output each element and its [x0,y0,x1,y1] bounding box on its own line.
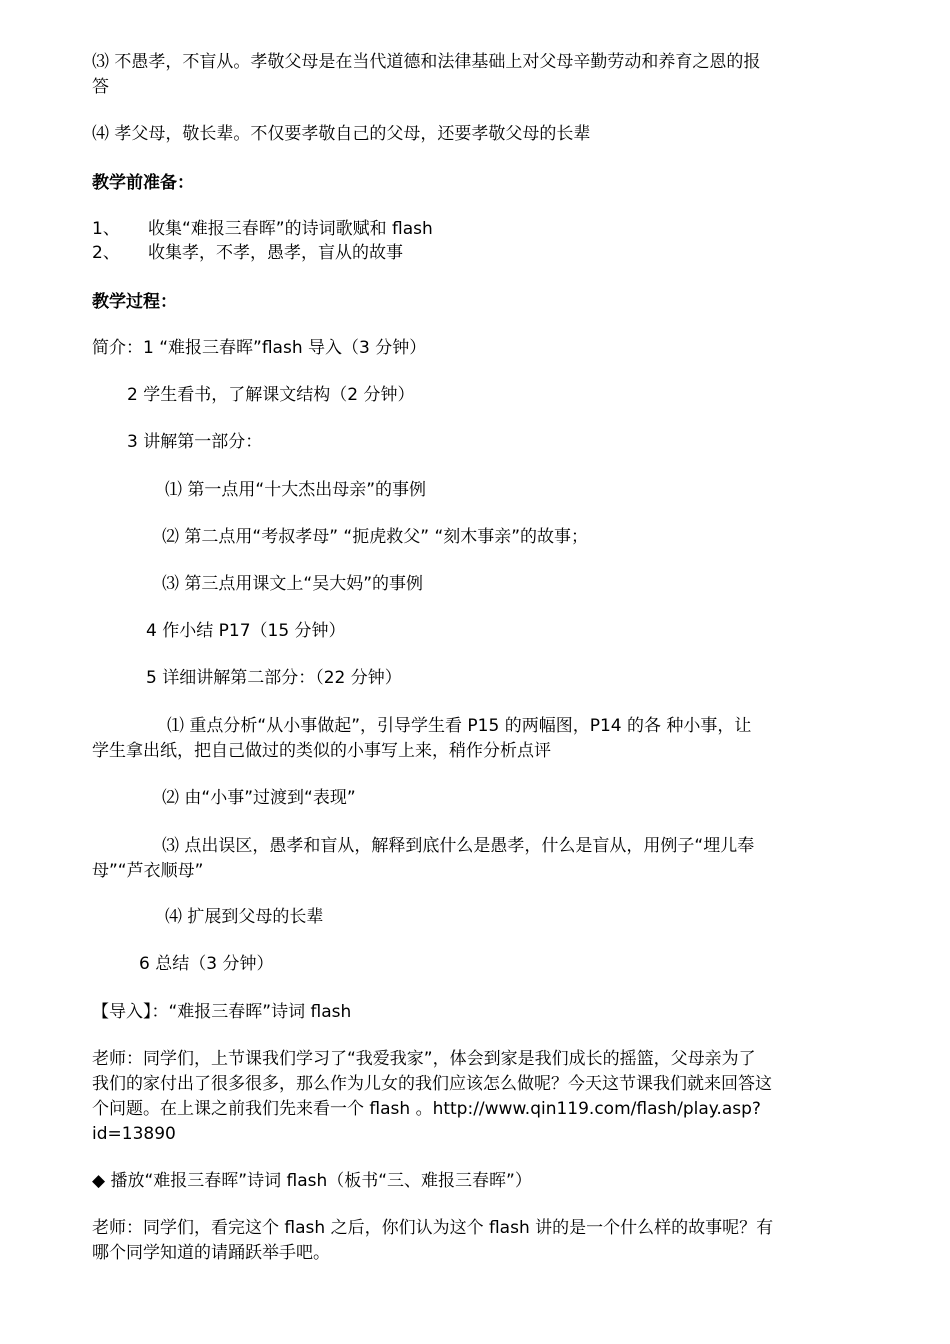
prep-item-1-number: 1、 [92,219,120,239]
play-flash-bullet: ◆ 播放“难报三春晖”诗词 flash（板书“三、难报三春晖”） [92,1171,532,1191]
teacher-paragraph-2-line2: 哪个同学知道的请踊跃举手吧。 [92,1243,330,1263]
step-5-point-4: ⑷ 扩展到父母的长辈 [165,907,324,927]
objective-3-line1: ⑶ 不愚孝，不盲从。孝敬父母是在当代道德和法律基础上对父母辛勤劳动和养育之恩的报 [92,52,761,72]
teacher-paragraph-1-line1: 老师：同学们，上节课我们学习了“我爱我家”，体会到家是我们成长的摇篮，父母亲为了 [92,1049,756,1069]
teacher-paragraph-1-line3: 个问题。在上课之前我们先来看一个 flash 。http://www.qin119.com/flash/play.asp? [92,1099,761,1119]
step-3-point-2: ⑵ 第二点用“考叔孝母” “扼虎救父” “刻木事亲”的故事； [162,527,589,547]
objective-3-line2: 答 [92,77,109,97]
prep-item-1-text: 收集“难报三春晖”的诗词歌赋和 flash [148,219,433,239]
process-step-4: 4 作小结 P17（15 分钟） [146,621,346,641]
process-step-5: 5 详细讲解第二部分：（22 分钟） [146,668,402,688]
step-5-point-3-line2: 母”“芦衣顺母” [92,861,204,881]
step-3-point-3: ⑶ 第三点用课文上“吴大妈”的事例 [162,574,424,594]
step-5-point-1-line1: ⑴ 重点分析“从小事做起”，引导学生看 P15 的两幅图，P14 的各 种小事，让 [167,716,752,736]
process-intro-1: 简介：1 “难报三春晖”flash 导入（3 分钟） [92,338,427,358]
step-5-point-1-line2: 学生拿出纸，把自己做过的类似的小事写上来，稍作分析点评 [92,741,551,761]
process-step-3: 3 讲解第一部分： [127,432,263,452]
objective-4: ⑷ 孝父母，敬长辈。不仅要孝敬自己的父母，还要孝敬父母的长辈 [92,124,591,144]
step-5-point-3-line1: ⑶ 点出误区，愚孝和盲从，解释到底什么是愚孝，什么是盲从，用例子“埋儿奉 [162,836,755,856]
teacher-paragraph-2-line1: 老师：同学们，看完这个 flash 之后，你们认为这个 flash 讲的是一个什么样的故事呢？有 [92,1218,774,1238]
prep-item-2-text: 收集孝，不孝，愚孝，盲从的故事 [148,243,403,263]
step-3-point-1: ⑴ 第一点用“十大杰出母亲”的事例 [165,480,427,500]
process-step-2: 2 学生看书，了解课文结构（2 分钟） [127,385,415,405]
step-5-point-2: ⑵ 由“小事”过渡到“表现” [162,788,356,808]
section-intro-heading: 【导入】：“难报三春晖”诗词 flash [92,1002,352,1022]
teacher-paragraph-1-line4: id=13890 [92,1124,176,1144]
prep-item-2-number: 2、 [92,243,120,263]
heading-preparation: 教学前准备： [92,173,194,193]
process-step-6: 6 总结（3 分钟） [139,954,274,974]
teacher-paragraph-1-line2: 我们的家付出了很多很多，那么作为儿女的我们应该怎么做呢？今天这节课我们就来回答这 [92,1074,772,1094]
heading-process: 教学过程： [92,292,177,312]
